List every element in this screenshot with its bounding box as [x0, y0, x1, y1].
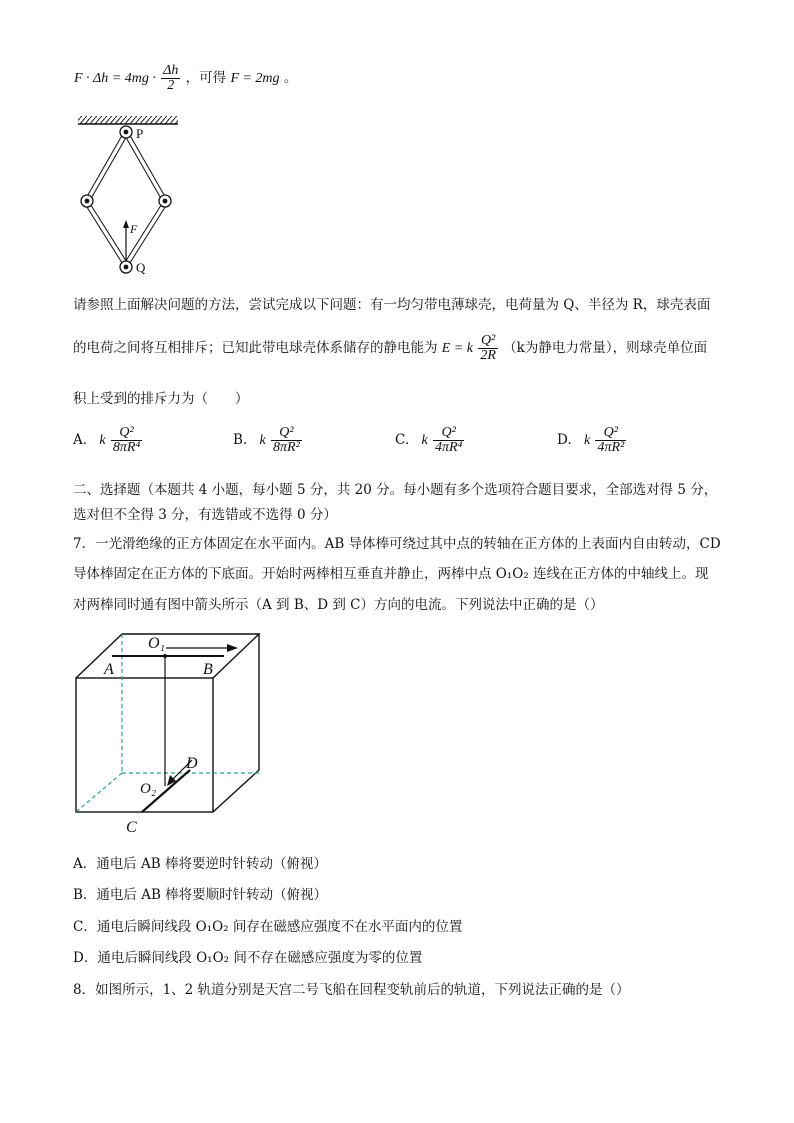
option-letter: C.: [395, 432, 410, 448]
energy-den: 2R: [480, 348, 496, 363]
force-arrow-icon: [123, 220, 129, 260]
q7-line3: 对两棒同时通有图中箭头所示（A 到 B、D 到 C）方向的电流。下列说法中正确的是（）: [73, 597, 604, 613]
q7-line1: 7．一光滑绝缘的正方体固定在水平面内。AB 导体棒可绕过其中点的转轴在正方体的上表面内自由转动，CD: [73, 536, 721, 552]
energy-num: Q²: [478, 334, 498, 349]
energy-lhs: E = k: [441, 341, 474, 356]
q6-line1: 请参照上面解决问题的方法，尝试完成以下问题：有一均匀带电薄球壳，电荷量为 Q、半径为 R，球壳表面: [73, 297, 711, 313]
cube-right-edges: [213, 634, 259, 812]
q7-option-b[interactable]: B．通电后 AB 棒将要顺时针转动（俯视）: [73, 887, 328, 903]
q6-line3: 积上受到的排斥力为（ ）: [73, 391, 249, 407]
option-letter: A.: [73, 432, 88, 448]
section2-line1: 二、选择题（本题共 4 小题，每小题 5 分，共 20 分。每小题有多个选项符合题目要求，全部选对得 5 分，: [73, 482, 718, 498]
option-num: Q²: [111, 426, 142, 441]
option-fraction: [111, 426, 142, 455]
option-den: 4πR²: [597, 440, 625, 455]
option-num: Q²: [271, 426, 302, 441]
formula-frac-den: 2: [167, 78, 175, 93]
label-q: Q: [136, 260, 146, 275]
q6-line2: [73, 334, 707, 363]
cube-figure: [70, 628, 270, 840]
formula-frac-num: Δh: [163, 63, 179, 78]
label-d: D: [186, 755, 198, 772]
rod-ab: [112, 644, 238, 656]
label-a: A: [104, 661, 114, 678]
label-b: B: [203, 661, 213, 678]
label-f: F: [130, 222, 138, 236]
q6-option-c[interactable]: [395, 426, 465, 455]
formula-fraction: [161, 64, 180, 93]
q6-line2-a: 的电荷之间将互相排斥；已知此带电球壳体系储存的静电能为: [73, 340, 438, 356]
hinge-right: [159, 195, 171, 207]
section2-line2: 选对但不全得 3 分，有选错或不选得 0 分）: [73, 507, 337, 523]
formula-middle: ，可得: [185, 70, 227, 86]
option-den: 4πR⁴: [434, 440, 463, 455]
q6-option-a[interactable]: [73, 426, 143, 455]
formula-line: [74, 64, 297, 93]
option-fraction: [271, 426, 302, 455]
energy-fraction: [478, 334, 498, 363]
formula-result: F = 2mg: [230, 71, 280, 86]
label-c: C: [126, 819, 137, 836]
option-k: k: [583, 433, 591, 448]
q6-option-b[interactable]: [233, 426, 303, 455]
option-fraction: [433, 426, 464, 455]
label-o1: O₁: [148, 635, 166, 652]
label-p: P: [136, 126, 144, 141]
formula-end: 。: [283, 70, 298, 86]
o1-dot: [163, 654, 167, 658]
q7-option-d[interactable]: D．通电后瞬间线段 O₁O₂ 间不存在磁感应强度为零的位置: [73, 950, 423, 966]
option-k: k: [421, 433, 428, 448]
q7-option-a[interactable]: A．通电后 AB 棒将要逆时针转动（俯视）: [73, 856, 328, 872]
q7-line2: 导体棒固定在正方体的下底面。开始时两棒相互垂直并静止，两棒中点 O₁O₂ 连线在正方体的中轴线上。现: [73, 566, 709, 582]
option-num: Q²: [595, 426, 626, 441]
formula-lhs: F · Δh = 4mg ·: [74, 71, 156, 86]
label-o2: O₂: [140, 781, 157, 797]
q6-line2-b: （k为静电力常量），则球壳单位面: [503, 340, 708, 356]
option-fraction: [595, 426, 626, 455]
rhombus-figure: [70, 112, 190, 282]
option-num: Q²: [433, 426, 464, 441]
option-letter: B.: [233, 432, 248, 448]
q7-option-c[interactable]: C．通电后瞬间线段 O₁O₂ 间存在磁感应强度不在水平面内的位置: [73, 919, 463, 935]
option-k: k: [99, 433, 106, 448]
hinge-p: [120, 126, 132, 138]
option-den: 8πR⁴: [112, 440, 141, 455]
hinge-left: [81, 195, 93, 207]
ceiling-hatch: [78, 116, 178, 124]
hinge-q: [120, 261, 132, 273]
option-den: 8πR²: [273, 440, 300, 455]
q6-option-d[interactable]: [557, 426, 627, 455]
option-k: k: [259, 433, 266, 448]
q8-line1: 8．如图所示，1、2 轨道分别是天宫二号飞船在回程变轨前后的轨道，下列说法正确的是（）: [73, 982, 630, 998]
option-letter: D.: [557, 432, 572, 448]
